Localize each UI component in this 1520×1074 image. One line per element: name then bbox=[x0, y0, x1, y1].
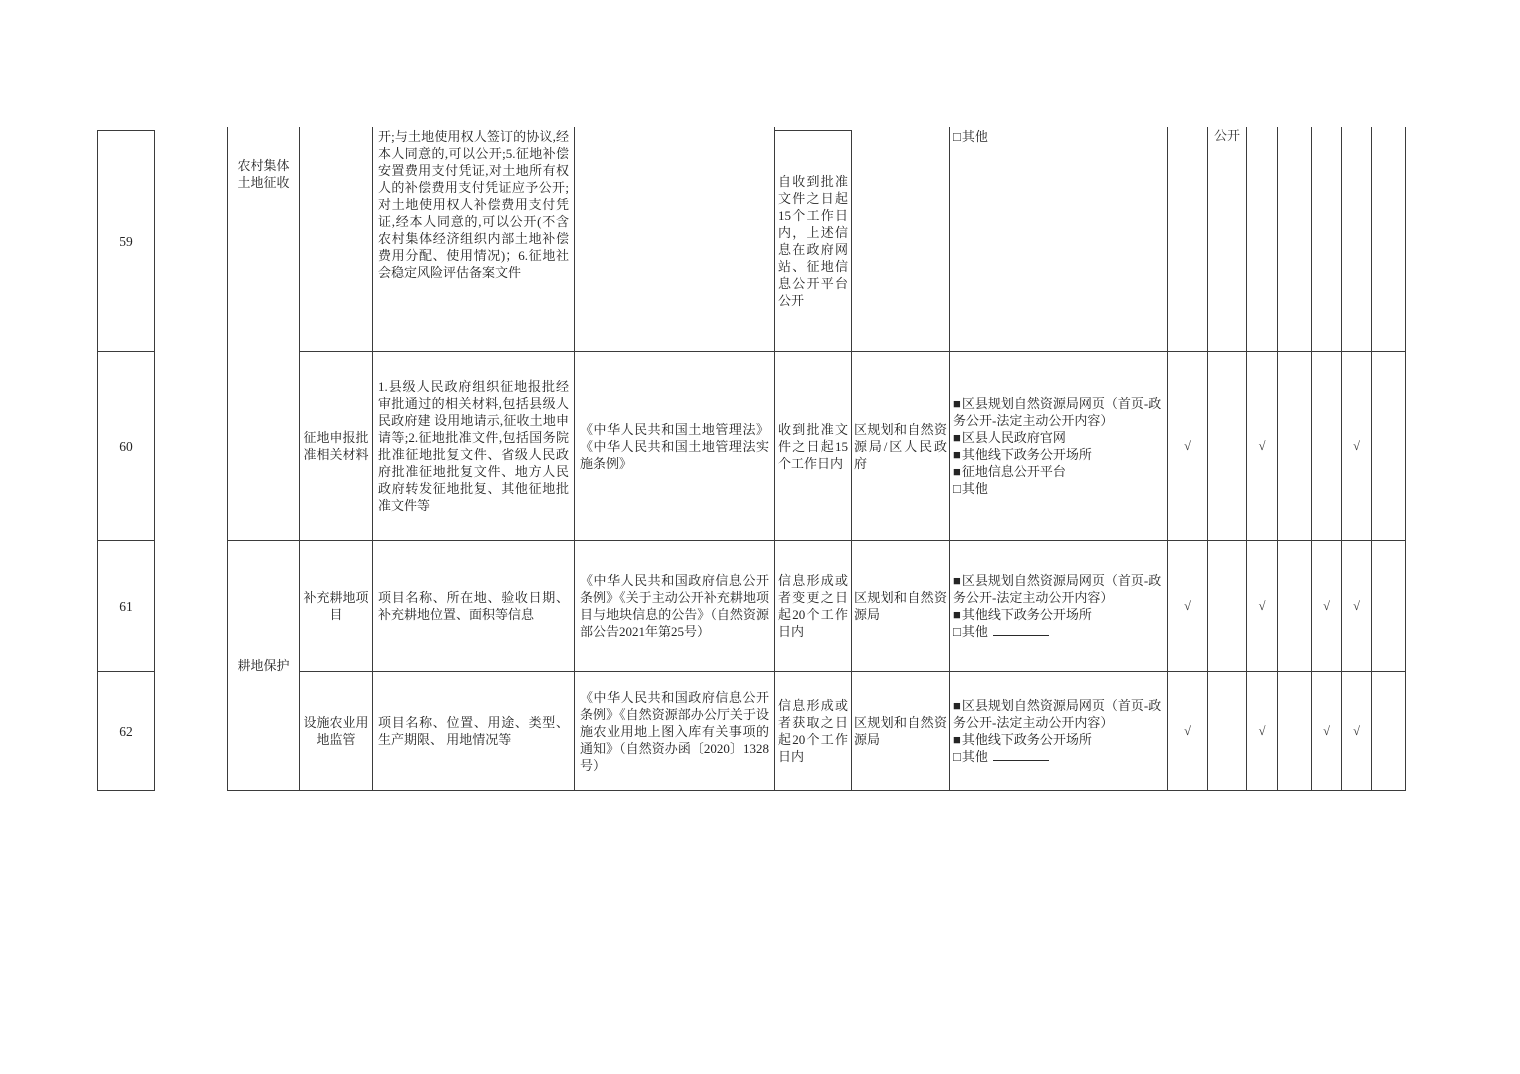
check-mark: √ bbox=[1184, 723, 1191, 738]
time-limit-cell bbox=[775, 672, 852, 791]
checkbox-filled-icon: ■ bbox=[953, 447, 961, 462]
time-limit-text: 自收到批准文件之日起15个工作日内，上述信息在政府网站、征地信息公开平台公开 bbox=[778, 174, 848, 308]
continued-text-fragment: 公开 bbox=[1213, 128, 1240, 143]
check-cell bbox=[1208, 541, 1247, 672]
check-cell bbox=[1342, 541, 1372, 672]
department-cell bbox=[852, 541, 950, 672]
channel-label: 其他 bbox=[961, 624, 988, 639]
department-text: 区规划和自然资源局 bbox=[854, 715, 947, 747]
checkbox-filled-icon: ■ bbox=[953, 732, 961, 747]
check-cell bbox=[1168, 127, 1208, 352]
subcategory-cell bbox=[300, 127, 373, 352]
channels-cell bbox=[950, 541, 1168, 672]
category-label: 农村集体土地征收 bbox=[237, 158, 290, 190]
content-text: 项目名称、所在地、验收日期、补充耕地位置、面积等信息 bbox=[378, 590, 569, 622]
department-cell bbox=[852, 352, 950, 541]
check-cell bbox=[1247, 127, 1278, 352]
check-cell bbox=[1208, 672, 1247, 791]
channel-item bbox=[953, 572, 1164, 606]
check-mark: √ bbox=[1258, 438, 1266, 453]
channel-label: 其他线下政务公开场所 bbox=[961, 447, 1092, 462]
content-text: 开;与土地使用权人签订的协议,经本人同意的,可以公开;5.征地补偿安置费用支付凭证,对土地所有权人的补偿费用支付凭证应予公开;对土地使用权人补偿费用支付凭证,经本人同意的,可以公开(不含农村集体经济组织内部土地补偿费用分配、使用情况)；6.征地社会稳定风险评估备案文件 bbox=[378, 129, 569, 280]
check-mark: √ bbox=[1323, 723, 1330, 738]
row-number: 61 bbox=[119, 598, 133, 614]
category-cell bbox=[228, 541, 300, 791]
channel-item bbox=[953, 623, 1164, 640]
row-number: 60 bbox=[119, 438, 133, 454]
subcategory-label: 征地申报批准相关材料 bbox=[303, 430, 369, 462]
check-cell bbox=[1208, 352, 1247, 541]
department-text: 区规划和自然资源局/区人民政府 bbox=[854, 421, 947, 471]
time-limit-text: 收到批准文件之日起15个工作日内 bbox=[778, 421, 848, 471]
blank-underline bbox=[993, 623, 1049, 636]
legal-basis-text: 《中华人民共和国土地管理法》《中华人民共和国土地管理法实施条例》 bbox=[580, 421, 769, 471]
category-label: 耕地保护 bbox=[237, 658, 290, 673]
check-cell bbox=[1278, 127, 1312, 352]
department-cell bbox=[852, 672, 950, 791]
time-limit-text: 信息形成或者变更之日起20个工作日内 bbox=[778, 573, 848, 639]
legal-basis-cell bbox=[575, 541, 775, 672]
channel-item bbox=[953, 480, 1164, 497]
check-cell bbox=[1342, 127, 1372, 352]
time-limit-cell bbox=[775, 541, 852, 672]
channel-label: 其他线下政务公开场所 bbox=[961, 732, 1092, 747]
checkbox-empty-icon: □ bbox=[953, 129, 961, 144]
check-cell bbox=[1372, 127, 1406, 352]
content-text: 1.县级人民政府组织征地报批经审批通过的相关材料,包括县级人民政府建 设用地请示,征收土地申请等;2.征地批准文件,包括国务院批准征地批复文件、省级人民政府批准征地批复文件、地方人民政府转发征地批复、其他征地批准文件等 bbox=[378, 379, 569, 513]
row-number: 59 bbox=[119, 233, 133, 249]
check-mark: √ bbox=[1184, 438, 1191, 453]
channel-label: 区县规划自然资源局网页（首页-政务公开-法定主动公开内容） bbox=[953, 573, 1162, 605]
check-cell bbox=[1278, 672, 1312, 791]
content-cell bbox=[373, 352, 575, 541]
content-cell bbox=[373, 672, 575, 791]
check-cell bbox=[1312, 352, 1342, 541]
check-mark: √ bbox=[1258, 598, 1266, 613]
channel-label: 征地信息公开平台 bbox=[961, 464, 1066, 479]
channel-item bbox=[953, 463, 1164, 480]
check-cell bbox=[1342, 672, 1372, 791]
subcategory-cell bbox=[300, 672, 373, 791]
channel-item bbox=[953, 128, 1164, 145]
channel-label: 区县规划自然资源局网页（首页-政务公开-法定主动公开内容） bbox=[953, 396, 1162, 428]
legal-basis-cell bbox=[575, 127, 775, 352]
check-cell bbox=[1312, 672, 1342, 791]
subcategory-label: 补充耕地项目 bbox=[303, 590, 369, 622]
channel-label: 其他 bbox=[961, 481, 988, 496]
check-cell bbox=[1312, 541, 1342, 672]
checkbox-filled-icon: ■ bbox=[953, 430, 961, 445]
check-cell bbox=[1247, 352, 1278, 541]
check-mark: √ bbox=[1353, 723, 1360, 738]
checkbox-empty-icon: □ bbox=[953, 624, 961, 639]
row-number-cell bbox=[97, 130, 155, 352]
checkbox-filled-icon: ■ bbox=[953, 607, 961, 622]
channels-cell bbox=[950, 672, 1168, 791]
legal-basis-cell bbox=[575, 672, 775, 791]
checkbox-filled-icon: ■ bbox=[953, 698, 961, 713]
channel-item bbox=[953, 446, 1164, 463]
check-cell bbox=[1168, 672, 1208, 791]
check-cell bbox=[1312, 127, 1342, 352]
check-cell bbox=[1342, 352, 1372, 541]
content-cell bbox=[373, 541, 575, 672]
channel-label: 区县规划自然资源局网页（首页-政务公开-法定主动公开内容） bbox=[953, 698, 1162, 730]
check-mark: √ bbox=[1323, 598, 1330, 613]
check-cell bbox=[1372, 672, 1406, 791]
checkbox-filled-icon: ■ bbox=[953, 396, 961, 411]
checkbox-empty-icon: □ bbox=[953, 481, 961, 496]
check-cell bbox=[1168, 541, 1208, 672]
continued-category-cell bbox=[155, 127, 228, 791]
content-text: 项目名称、位置、用途、类型、生产期限、 用地情况等 bbox=[378, 715, 569, 747]
row-number-cell bbox=[97, 541, 155, 672]
channel-item bbox=[953, 731, 1164, 748]
check-cell bbox=[1278, 541, 1312, 672]
check-cell bbox=[1247, 672, 1278, 791]
row-number: 62 bbox=[119, 723, 133, 739]
channel-label: 其他 bbox=[961, 129, 988, 144]
subcategory-cell bbox=[300, 352, 373, 541]
blank-underline bbox=[993, 748, 1049, 761]
content-cell bbox=[373, 127, 575, 352]
time-limit-cell bbox=[775, 352, 852, 541]
subcategory-label: 设施农业用地监管 bbox=[303, 715, 369, 747]
check-cell bbox=[1247, 541, 1278, 672]
channels-cell bbox=[950, 352, 1168, 541]
checkbox-empty-icon: □ bbox=[953, 749, 961, 764]
channel-item bbox=[953, 429, 1164, 446]
channel-label: 其他 bbox=[961, 749, 988, 764]
channels-cell bbox=[950, 127, 1168, 352]
check-cell bbox=[1372, 352, 1406, 541]
check-cell bbox=[1278, 352, 1312, 541]
legal-basis-text: 《中华人民共和国政府信息公开条例》《关于主动公开补充耕地项目与地块信息的公告》（自然资源部公告2021年第25号） bbox=[580, 573, 769, 639]
check-mark: √ bbox=[1258, 723, 1266, 738]
subcategory-cell bbox=[300, 541, 373, 672]
channel-item bbox=[953, 697, 1164, 731]
channel-label: 区县人民政府官网 bbox=[961, 430, 1066, 445]
checkbox-filled-icon: ■ bbox=[953, 573, 961, 588]
check-mark: √ bbox=[1184, 598, 1191, 613]
channel-item bbox=[953, 606, 1164, 623]
check-mark: √ bbox=[1353, 598, 1360, 613]
legal-basis-cell bbox=[575, 352, 775, 541]
time-limit-text: 信息形成或者获取之日起20个工作日内 bbox=[778, 698, 848, 764]
row-number-cell bbox=[97, 352, 155, 541]
legal-basis-text: 《中华人民共和国政府信息公开条例》《自然资源部办公厅关于设施农业用地上图入库有关事项的通知》（自然资办函〔2020〕1328号） bbox=[580, 689, 769, 773]
channel-label: 其他线下政务公开场所 bbox=[961, 607, 1092, 622]
check-cell bbox=[1372, 541, 1406, 672]
department-cell bbox=[852, 127, 950, 352]
channel-item bbox=[953, 395, 1164, 429]
department-text: 区规划和自然资源局 bbox=[854, 590, 947, 622]
category-cell bbox=[228, 127, 300, 541]
channel-item bbox=[953, 748, 1164, 765]
check-mark: √ bbox=[1353, 438, 1360, 453]
checkbox-filled-icon: ■ bbox=[953, 464, 961, 479]
row-number-cell bbox=[97, 672, 155, 791]
check-cell bbox=[1168, 352, 1208, 541]
check-cell bbox=[1208, 127, 1247, 352]
time-limit-cell bbox=[775, 130, 852, 352]
